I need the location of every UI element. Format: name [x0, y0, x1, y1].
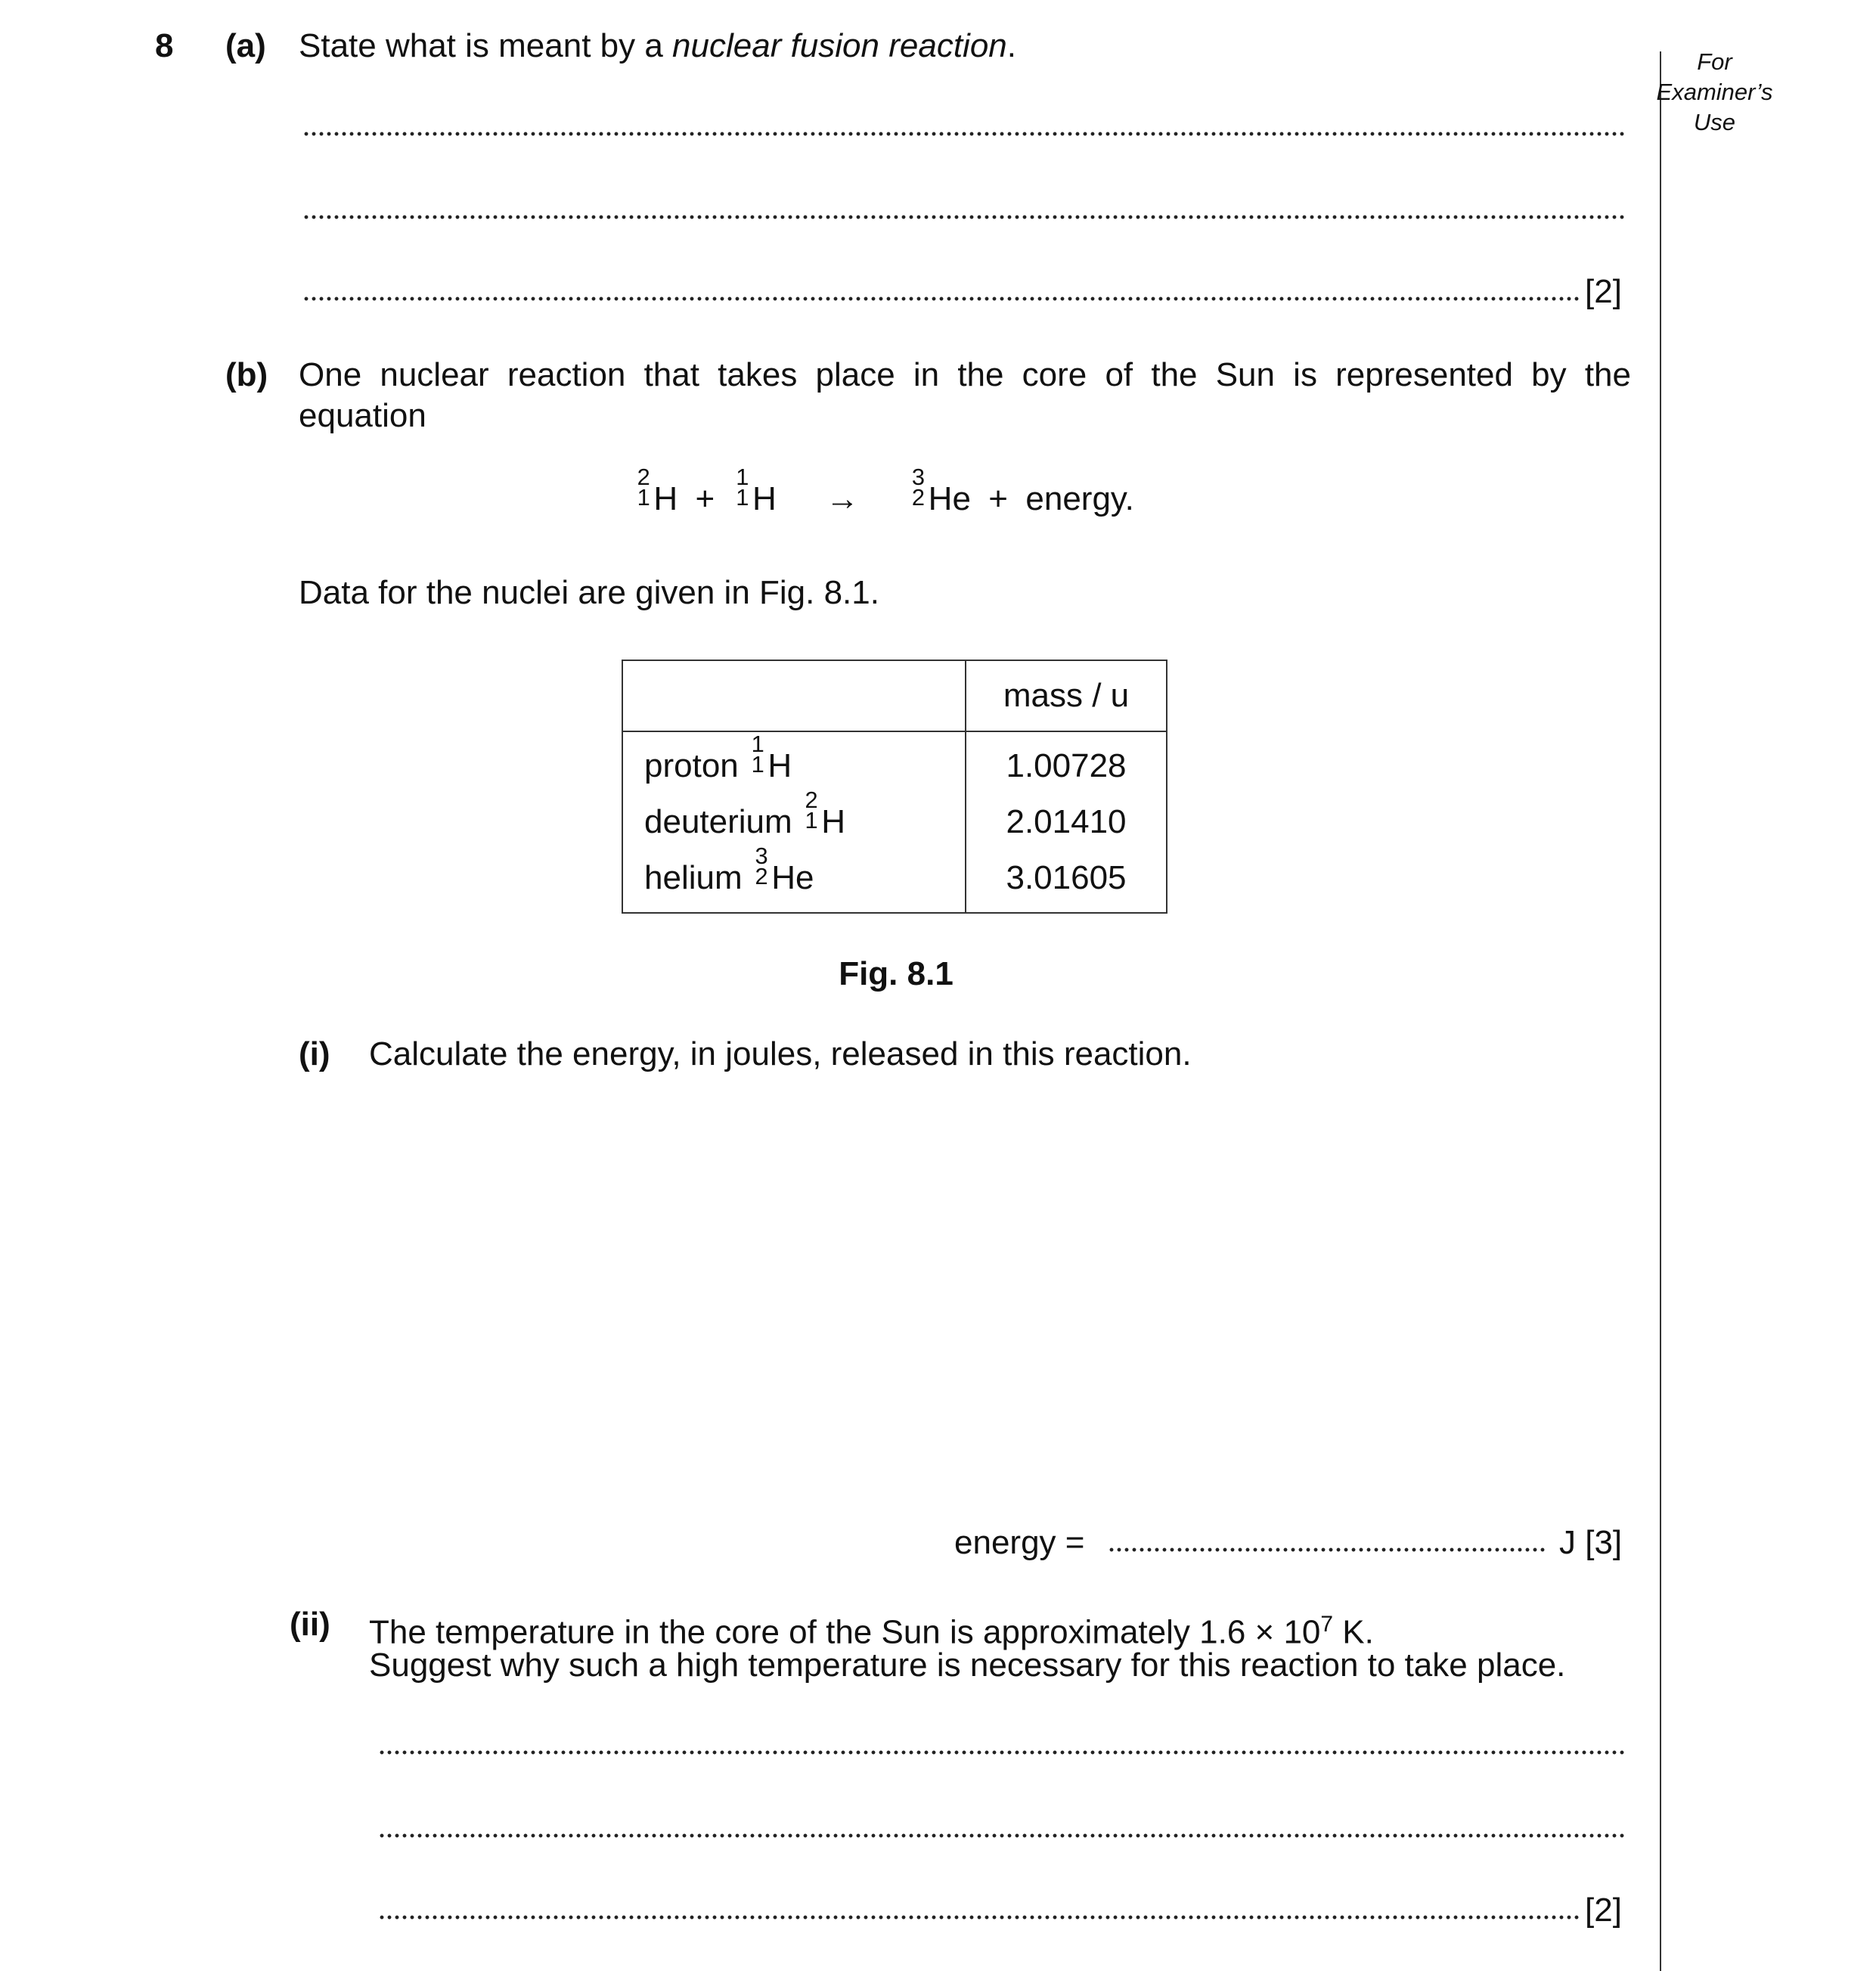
reaction-equation — [634, 464, 1134, 519]
nuclide-symbol: H — [653, 480, 678, 517]
sub-ii-marks: [2] — [1585, 1892, 1622, 1929]
table-row — [623, 787, 965, 850]
nuclide-atomic-number: 1 — [637, 483, 650, 511]
answer-line-a-2[interactable] — [302, 213, 1626, 221]
sub-ii-label: (ii) — [290, 1606, 330, 1643]
table-header-row — [622, 660, 1167, 731]
nuclide-symbol: H — [767, 747, 792, 784]
part-a-label: (a) — [225, 27, 266, 64]
nuclide-mass-number: 2 — [637, 464, 650, 491]
temperature-exponent: 7 — [1320, 1612, 1334, 1637]
nucleus-name: helium — [644, 859, 743, 896]
nuclide-mass-number: 2 — [805, 787, 818, 814]
mass-value: 1.00728 — [1006, 747, 1127, 784]
temperature-unit: K. — [1333, 1613, 1374, 1651]
nuclide-proton — [733, 464, 777, 519]
answer-line-ii-1[interactable] — [378, 1749, 1626, 1756]
part-a-marks: [2] — [1585, 273, 1622, 310]
figure-caption: Fig. 8.1 — [839, 955, 954, 992]
data-intro: Data for the nuclei are given in Fig. 8.1. — [299, 574, 879, 611]
energy-unit-marks: J [3] — [1559, 1524, 1623, 1561]
nuclide-symbol: He — [928, 480, 971, 517]
table-header-mass: mass / u — [966, 660, 1167, 731]
nuclide-mass-number: 3 — [911, 464, 926, 491]
nuclide-atomic-number: 1 — [805, 806, 818, 833]
temperature-text: The temperature in the core of the Sun is approximately 1.6 × 10 — [369, 1613, 1321, 1651]
sub-ii-line2: Suggest why such a high temperature is necessary for this reaction to take place. — [369, 1647, 1566, 1684]
energy-answer-label: energy = — [954, 1524, 1085, 1561]
nuclide-symbol: He — [771, 859, 814, 896]
answer-line-ii-2[interactable] — [378, 1832, 1626, 1839]
table-row — [623, 731, 965, 794]
nuclide-mass-number: 1 — [751, 731, 764, 758]
part-b-label: (b) — [225, 356, 268, 393]
mass-value: 2.01410 — [1006, 803, 1127, 840]
table-body-row — [622, 731, 1167, 913]
sub-i-question: Calculate the energy, in joules, released in this reaction. — [369, 1035, 1192, 1072]
energy-answer-field[interactable] — [1108, 1546, 1546, 1554]
nuclide-atomic-number: 2 — [911, 483, 926, 511]
nucleus-name: deuterium — [644, 803, 792, 840]
nucleus-name: proton — [644, 747, 739, 784]
nuclide-deuterium — [634, 464, 678, 519]
plus-sign: + — [695, 480, 715, 517]
examiner-line-2: Examiner’s — [1656, 79, 1773, 105]
examiner-use-label — [1656, 47, 1773, 138]
part-a-question — [299, 26, 1016, 66]
question-number: 8 — [155, 27, 174, 64]
answer-line-ii-3[interactable] — [378, 1914, 1580, 1921]
mass-value: 3.01605 — [1006, 859, 1127, 896]
nuclide-mass-number: 1 — [736, 464, 749, 491]
table-row — [623, 843, 965, 906]
table-mass-cell — [966, 731, 1167, 913]
part-b-intro-line1: One nuclear reaction that takes place in the core of the Sun is represented by the — [299, 356, 1631, 393]
nuclei-data-table — [622, 660, 1167, 914]
part-a-italic-term: nuclear fusion reaction — [672, 27, 1007, 64]
equation-energy: energy. — [1025, 480, 1134, 517]
nuclide-helium — [908, 464, 971, 519]
reaction-arrow-icon: → — [826, 480, 860, 517]
nuclide-symbol: H — [821, 803, 846, 840]
examiner-margin-rule — [1660, 51, 1661, 1971]
answer-line-a-3[interactable] — [302, 295, 1580, 303]
nuclide-atomic-number: 2 — [755, 862, 768, 889]
table-header-empty — [622, 660, 966, 731]
part-b-intro-line2: equation — [299, 397, 426, 434]
nuclide-symbol: H — [752, 480, 777, 517]
part-a-period: . — [1006, 27, 1016, 64]
sub-i-label: (i) — [299, 1035, 330, 1072]
plus-sign: + — [988, 480, 1008, 517]
nuclide-atomic-number: 1 — [736, 483, 749, 511]
examiner-line-3: Use — [1693, 109, 1736, 135]
nuclide-mass-number: 3 — [755, 843, 768, 870]
part-a-text: State what is meant by a — [299, 27, 673, 64]
answer-line-a-1[interactable] — [302, 130, 1626, 138]
nuclide-atomic-number: 1 — [751, 750, 764, 778]
table-names-cell — [622, 731, 966, 913]
examiner-line-1: For — [1697, 48, 1732, 75]
